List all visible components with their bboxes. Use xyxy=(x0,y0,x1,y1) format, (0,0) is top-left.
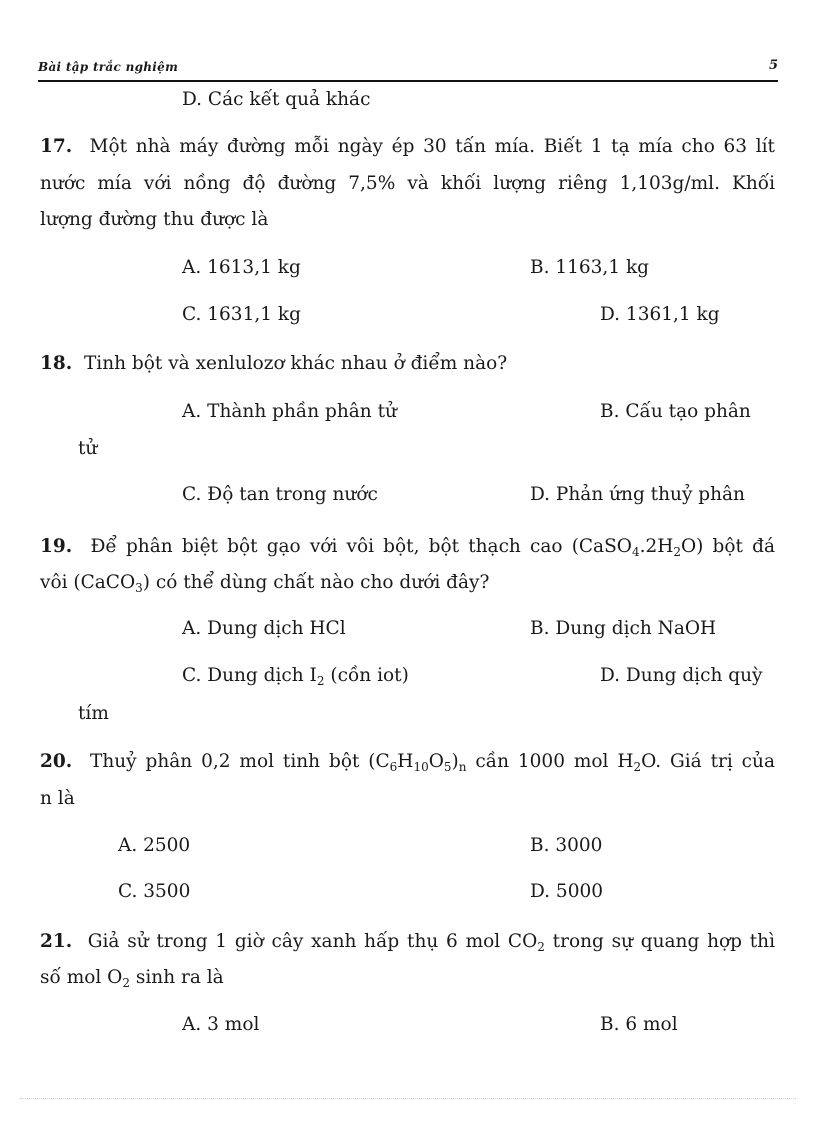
q21-sub-1: 2 xyxy=(537,940,545,954)
header-title: Bài tập trắc nghiệm xyxy=(38,60,179,74)
footer-divider xyxy=(20,1098,796,1099)
q17-line-3: lượng đường thu được là xyxy=(40,209,269,230)
q18-number: 18. xyxy=(40,353,73,374)
q19-line-1 xyxy=(40,535,775,559)
q20-line-2: n là xyxy=(40,788,75,809)
q20-number: 20. xyxy=(40,751,73,772)
q19-text-1c: O) bột đá xyxy=(681,536,775,557)
q19-option-d: D. Dung dịch quỳ xyxy=(600,665,763,686)
q20-sub-4: n xyxy=(458,760,467,774)
q21-text-1a: Giả sử trong 1 giờ cây xanh hấp thụ 6 mol CO xyxy=(87,931,538,952)
q21-option-a: A. 3 mol xyxy=(182,1014,260,1035)
q19-sub-3: 3 xyxy=(135,581,143,595)
q17-line-1 xyxy=(40,135,775,159)
q20-text-c: O xyxy=(428,751,444,772)
q20-text-a: Thuỷ phân 0,2 mol tinh bột (C xyxy=(89,751,390,772)
q18-option-b-cont: tử xyxy=(78,438,98,459)
q21-number: 21. xyxy=(40,931,73,952)
q19-text-1a: Để phân biệt bột gạo với vôi bột, bột thạch cao (CaSO xyxy=(90,536,632,557)
q20-sub-2: 10 xyxy=(413,760,429,774)
q20-option-b: B. 3000 xyxy=(530,835,603,856)
q19-sub-2: 2 xyxy=(673,545,682,559)
q18-option-b: B. Cấu tạo phân xyxy=(600,401,751,422)
q19-text-2b: ) có thể dùng chất nào cho dưới đây? xyxy=(142,572,490,593)
q16-option-d: D. Các kết quả khác xyxy=(182,89,371,110)
q17-text-1: Một nhà máy đường mỗi ngày ép 30 tấn mía. Biết 1 tạ mía cho 63 lít xyxy=(89,136,775,157)
q19-text-1b: .2H xyxy=(639,536,674,557)
q20-sub-3: 5 xyxy=(443,760,452,774)
q20-text-f: O. Giá trị của xyxy=(641,751,775,772)
q20-sub-1: 6 xyxy=(389,760,398,774)
q19-option-d-cont: tím xyxy=(78,703,109,724)
q21-sub-2: 2 xyxy=(122,976,130,990)
q21-text-1b: trong sự quang hợp thì xyxy=(544,931,776,952)
q21-text-2b: sinh ra là xyxy=(129,967,224,988)
q19-option-c-a: C. Dung dịch I xyxy=(182,665,317,686)
q21-line-2 xyxy=(40,966,224,990)
q19-option-c-sub: 2 xyxy=(316,674,325,688)
q21-text-2a: số mol O xyxy=(40,967,123,988)
q19-sub-1: 4 xyxy=(631,545,640,559)
q19-option-c-b: (cồn iot) xyxy=(324,665,409,686)
q17-number: 17. xyxy=(40,136,73,157)
q20-text-b: H xyxy=(397,751,414,772)
q20-text-d: ) xyxy=(451,751,459,772)
q20-text-e: cần 1000 mol H xyxy=(466,751,634,772)
page-header xyxy=(38,58,778,82)
q19-option-c xyxy=(182,664,409,688)
q19-line-2 xyxy=(40,571,489,595)
q20-sub-5: 2 xyxy=(633,760,642,774)
q17-line-2: nước mía với nồng độ đường 7,5% và khối lượng riêng 1,103g/ml. Khối xyxy=(40,173,775,194)
q17-option-c: C. 1631,1 kg xyxy=(182,304,301,325)
q19-text-2a: vôi (CaCO xyxy=(40,572,136,593)
q18-option-a: A. Thành phần phân tử xyxy=(182,401,397,422)
q20-option-d: D. 5000 xyxy=(530,881,604,902)
q18-text: Tinh bột và xenlulozơ khác nhau ở điểm nào? xyxy=(83,353,508,374)
q17-option-d: D. 1361,1 kg xyxy=(600,304,720,325)
page-number: 5 xyxy=(768,58,778,73)
q19-number: 19. xyxy=(40,536,73,557)
q20-option-c: C. 3500 xyxy=(118,881,191,902)
q20-option-a: A. 2500 xyxy=(118,835,191,856)
q21-line-1 xyxy=(40,930,775,954)
q20-line-1 xyxy=(40,750,775,774)
q21-option-b: B. 6 mol xyxy=(600,1014,678,1035)
q17-option-b: B. 1163,1 kg xyxy=(530,257,650,278)
q19-option-b: B. Dung dịch NaOH xyxy=(530,618,717,639)
q18-line-1 xyxy=(40,352,507,376)
q18-option-c: C. Độ tan trong nước xyxy=(182,484,378,505)
q17-option-a: A. 1613,1 kg xyxy=(182,257,301,278)
q19-option-a: A. Dung dịch HCl xyxy=(182,618,346,639)
q18-option-d: D. Phản ứng thuỷ phân xyxy=(530,484,745,505)
